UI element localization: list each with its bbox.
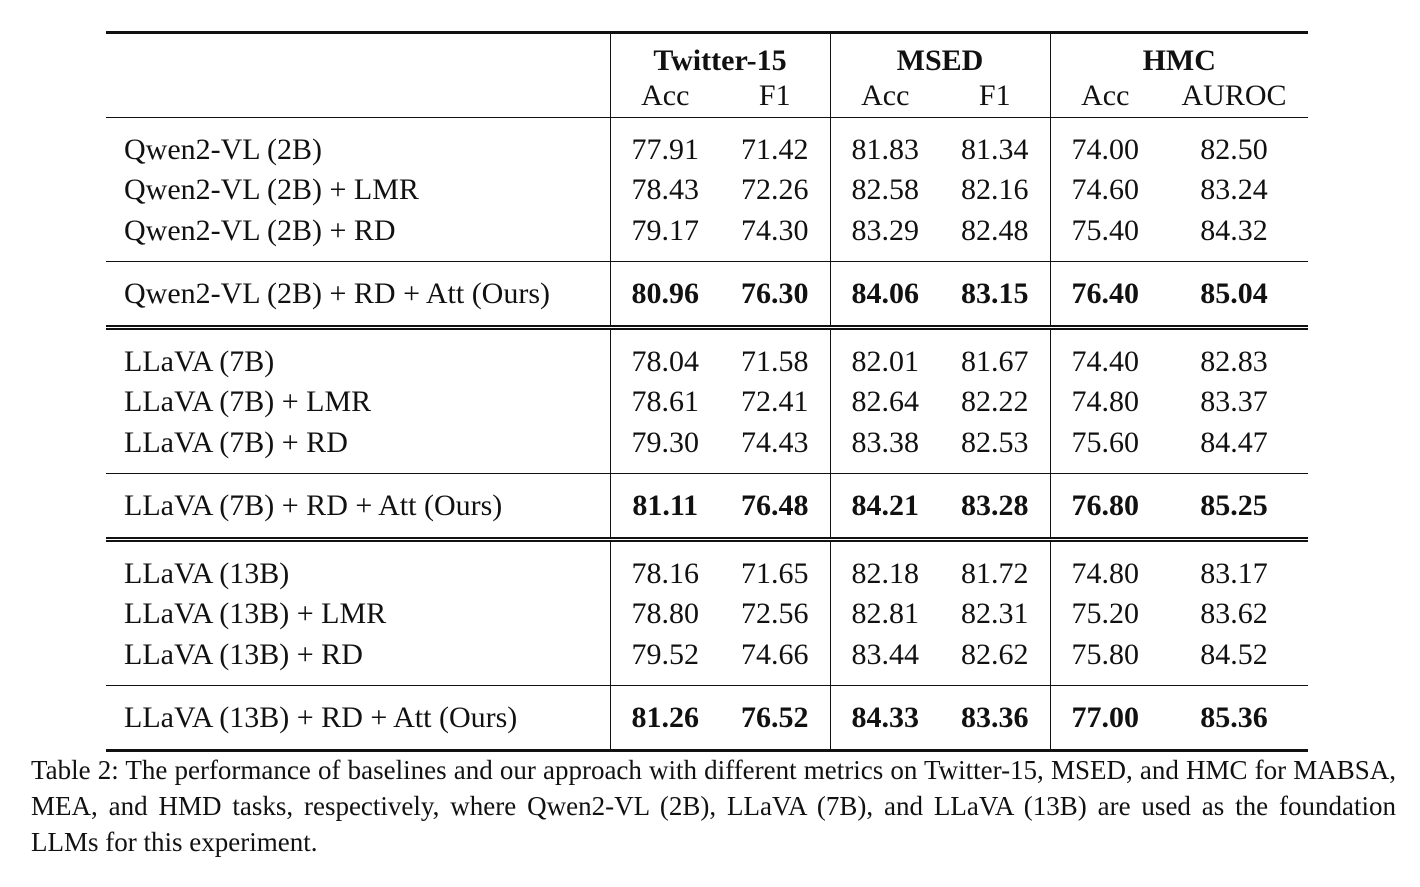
table-row-ours xyxy=(106,686,1308,751)
value-cell-twitter15-f1: 71.58 xyxy=(720,327,830,382)
sub-header-hmc-auroc: AUROC xyxy=(1181,79,1287,113)
value-cell-hmc-acc: 74.80 xyxy=(1050,382,1160,423)
sub-header-twitter15-acc: Acc xyxy=(610,76,720,117)
table-row xyxy=(106,382,1308,423)
table-row xyxy=(106,117,1308,170)
value-cell-hmc-auroc: 84.32 xyxy=(1200,213,1268,247)
value-cell-twitter15-f1: 76.52 xyxy=(720,686,830,751)
value-cell-msed-f1: 82.22 xyxy=(961,385,1029,419)
value-cell-hmc-acc: 74.00 xyxy=(1050,117,1160,170)
value-cell-msed-acc: 83.38 xyxy=(830,423,940,474)
value-cell-twitter15-f1: 72.41 xyxy=(741,385,809,419)
value-cell-hmc-auroc: 85.36 xyxy=(1160,686,1308,751)
value-cell-hmc-acc: 75.60 xyxy=(1050,423,1160,474)
value-cell-twitter15-f1: 74.43 xyxy=(741,425,809,459)
model-name-cell: Qwen2-VL (2B) xyxy=(124,132,323,166)
value-cell-twitter15-f1: 76.30 xyxy=(720,262,830,328)
table-row xyxy=(106,594,1308,635)
sub-header-row xyxy=(106,76,1308,117)
value-cell-hmc-auroc: 83.24 xyxy=(1200,173,1268,207)
model-name-cell: LLaVA (13B) + LMR xyxy=(124,597,387,631)
value-cell-hmc-acc: 75.80 xyxy=(1050,635,1160,686)
group-header-hmc: HMC xyxy=(1050,33,1308,77)
value-cell-msed-acc: 82.01 xyxy=(830,327,940,382)
value-cell-twitter15-acc: 78.16 xyxy=(610,539,720,594)
value-cell-msed-acc: 82.58 xyxy=(830,170,940,211)
value-cell-hmc-auroc: 85.25 xyxy=(1160,474,1308,540)
value-cell-hmc-auroc: 82.50 xyxy=(1200,132,1268,166)
model-name-cell: LLaVA (13B) xyxy=(106,539,610,594)
model-name-cell: Qwen2-VL (2B) + RD + Att (Ours) xyxy=(106,262,610,328)
value-cell-twitter15-f1: 71.65 xyxy=(720,539,830,594)
value-cell-msed-acc: 83.44 xyxy=(830,635,940,686)
table-row xyxy=(106,539,1308,594)
value-cell-msed-f1: 82.31 xyxy=(961,597,1029,631)
model-name-cell: LLaVA (7B) + RD + Att (Ours) xyxy=(106,474,610,540)
value-cell-twitter15-f1: 72.26 xyxy=(741,173,809,207)
value-cell-msed-f1: 82.16 xyxy=(961,173,1029,207)
value-cell-msed-acc: 81.83 xyxy=(830,117,940,170)
value-cell-twitter15-acc: 79.17 xyxy=(610,211,720,262)
value-cell-msed-f1: 83.36 xyxy=(940,686,1050,751)
value-cell-msed-f1: 83.15 xyxy=(940,262,1050,328)
value-cell-msed-acc: 82.64 xyxy=(830,382,940,423)
value-cell-hmc-acc: 77.00 xyxy=(1050,686,1160,751)
header-empty-cell xyxy=(106,33,610,77)
value-cell-msed-f1: 82.62 xyxy=(961,637,1029,671)
results-table-body xyxy=(106,117,1308,750)
value-cell-twitter15-f1: 76.48 xyxy=(720,474,830,540)
model-name-cell: Qwen2-VL (2B) + RD xyxy=(124,213,396,247)
value-cell-hmc-auroc: 84.47 xyxy=(1200,425,1268,459)
model-name-cell: LLaVA (7B) + LMR xyxy=(124,385,372,419)
table-caption: Table 2: The performance of baselines and our approach with different metrics on Twitter-15, MSED, and HMC for MABSA, MEA, and HMD tasks, respectively, where Qwen2-VL (2B), LLaVA (7B), and LLaVA (13B) are used as the foundation LLMs for this experiment. xyxy=(31,755,1396,857)
value-cell-twitter15-acc: 81.26 xyxy=(610,686,720,751)
value-cell-msed-f1: 83.28 xyxy=(940,474,1050,540)
table-row xyxy=(106,635,1308,686)
model-name-cell: LLaVA (7B) + RD xyxy=(124,425,348,459)
group-header-twitter15: Twitter-15 xyxy=(610,33,830,77)
value-cell-twitter15-f1: 71.42 xyxy=(741,132,809,166)
value-cell-hmc-acc: 76.80 xyxy=(1050,474,1160,540)
value-cell-hmc-auroc: 83.37 xyxy=(1200,385,1268,419)
value-cell-twitter15-acc: 81.11 xyxy=(610,474,720,540)
table-row xyxy=(106,423,1308,474)
table-row xyxy=(106,211,1308,262)
table-row-ours xyxy=(106,262,1308,328)
sub-header-hmc-acc: Acc xyxy=(1050,76,1160,117)
group-header-row xyxy=(106,33,1308,77)
table-row xyxy=(106,170,1308,211)
value-cell-twitter15-acc: 77.91 xyxy=(610,117,720,170)
value-cell-twitter15-acc: 80.96 xyxy=(610,262,720,328)
value-cell-hmc-acc: 76.40 xyxy=(1050,262,1160,328)
value-cell-hmc-auroc: 84.52 xyxy=(1200,637,1268,671)
value-cell-twitter15-f1: 74.30 xyxy=(741,213,809,247)
value-cell-msed-acc: 82.81 xyxy=(830,594,940,635)
sub-header-msed-acc: Acc xyxy=(830,76,940,117)
value-cell-hmc-acc: 74.60 xyxy=(1050,170,1160,211)
value-cell-msed-acc: 84.06 xyxy=(830,262,940,328)
value-cell-hmc-auroc: 83.62 xyxy=(1200,597,1268,631)
model-name-cell: Qwen2-VL (2B) + LMR xyxy=(124,173,419,207)
value-cell-msed-f1: 82.48 xyxy=(961,213,1029,247)
value-cell-hmc-acc: 74.40 xyxy=(1050,327,1160,382)
value-cell-hmc-acc: 75.40 xyxy=(1050,211,1160,262)
value-cell-hmc-auroc: 85.04 xyxy=(1160,262,1308,328)
results-table xyxy=(106,31,1308,752)
model-name-cell: LLaVA (7B) xyxy=(106,327,610,382)
value-cell-hmc-acc: 75.20 xyxy=(1050,594,1160,635)
table-row-ours xyxy=(106,474,1308,540)
model-name-cell: LLaVA (13B) + RD + Att (Ours) xyxy=(106,686,610,751)
sub-header-msed-f1: F1 xyxy=(978,79,1011,113)
value-cell-twitter15-acc: 78.43 xyxy=(610,170,720,211)
value-cell-msed-acc: 82.18 xyxy=(830,539,940,594)
group-header-msed: MSED xyxy=(830,33,1050,77)
value-cell-msed-acc: 84.21 xyxy=(830,474,940,540)
model-name-cell: LLaVA (13B) + RD xyxy=(124,637,363,671)
value-cell-msed-acc: 83.29 xyxy=(830,211,940,262)
sub-header-twitter15-f1: F1 xyxy=(758,79,791,113)
value-cell-twitter15-f1: 72.56 xyxy=(741,597,809,631)
value-cell-hmc-acc: 74.80 xyxy=(1050,539,1160,594)
value-cell-twitter15-acc: 78.04 xyxy=(610,327,720,382)
value-cell-msed-f1: 81.67 xyxy=(940,327,1050,382)
value-cell-twitter15-acc: 79.52 xyxy=(610,635,720,686)
value-cell-twitter15-acc: 79.30 xyxy=(610,423,720,474)
value-cell-msed-f1: 81.34 xyxy=(961,132,1029,166)
value-cell-twitter15-acc: 78.80 xyxy=(610,594,720,635)
value-cell-twitter15-f1: 74.66 xyxy=(741,637,809,671)
results-table-container xyxy=(106,31,1308,752)
table-row xyxy=(106,327,1308,382)
value-cell-twitter15-acc: 78.61 xyxy=(610,382,720,423)
value-cell-msed-f1: 82.53 xyxy=(961,425,1029,459)
value-cell-hmc-auroc: 83.17 xyxy=(1160,539,1308,594)
value-cell-hmc-auroc: 82.83 xyxy=(1160,327,1308,382)
value-cell-msed-acc: 84.33 xyxy=(830,686,940,751)
value-cell-msed-f1: 81.72 xyxy=(940,539,1050,594)
header-empty-cell xyxy=(106,76,610,117)
